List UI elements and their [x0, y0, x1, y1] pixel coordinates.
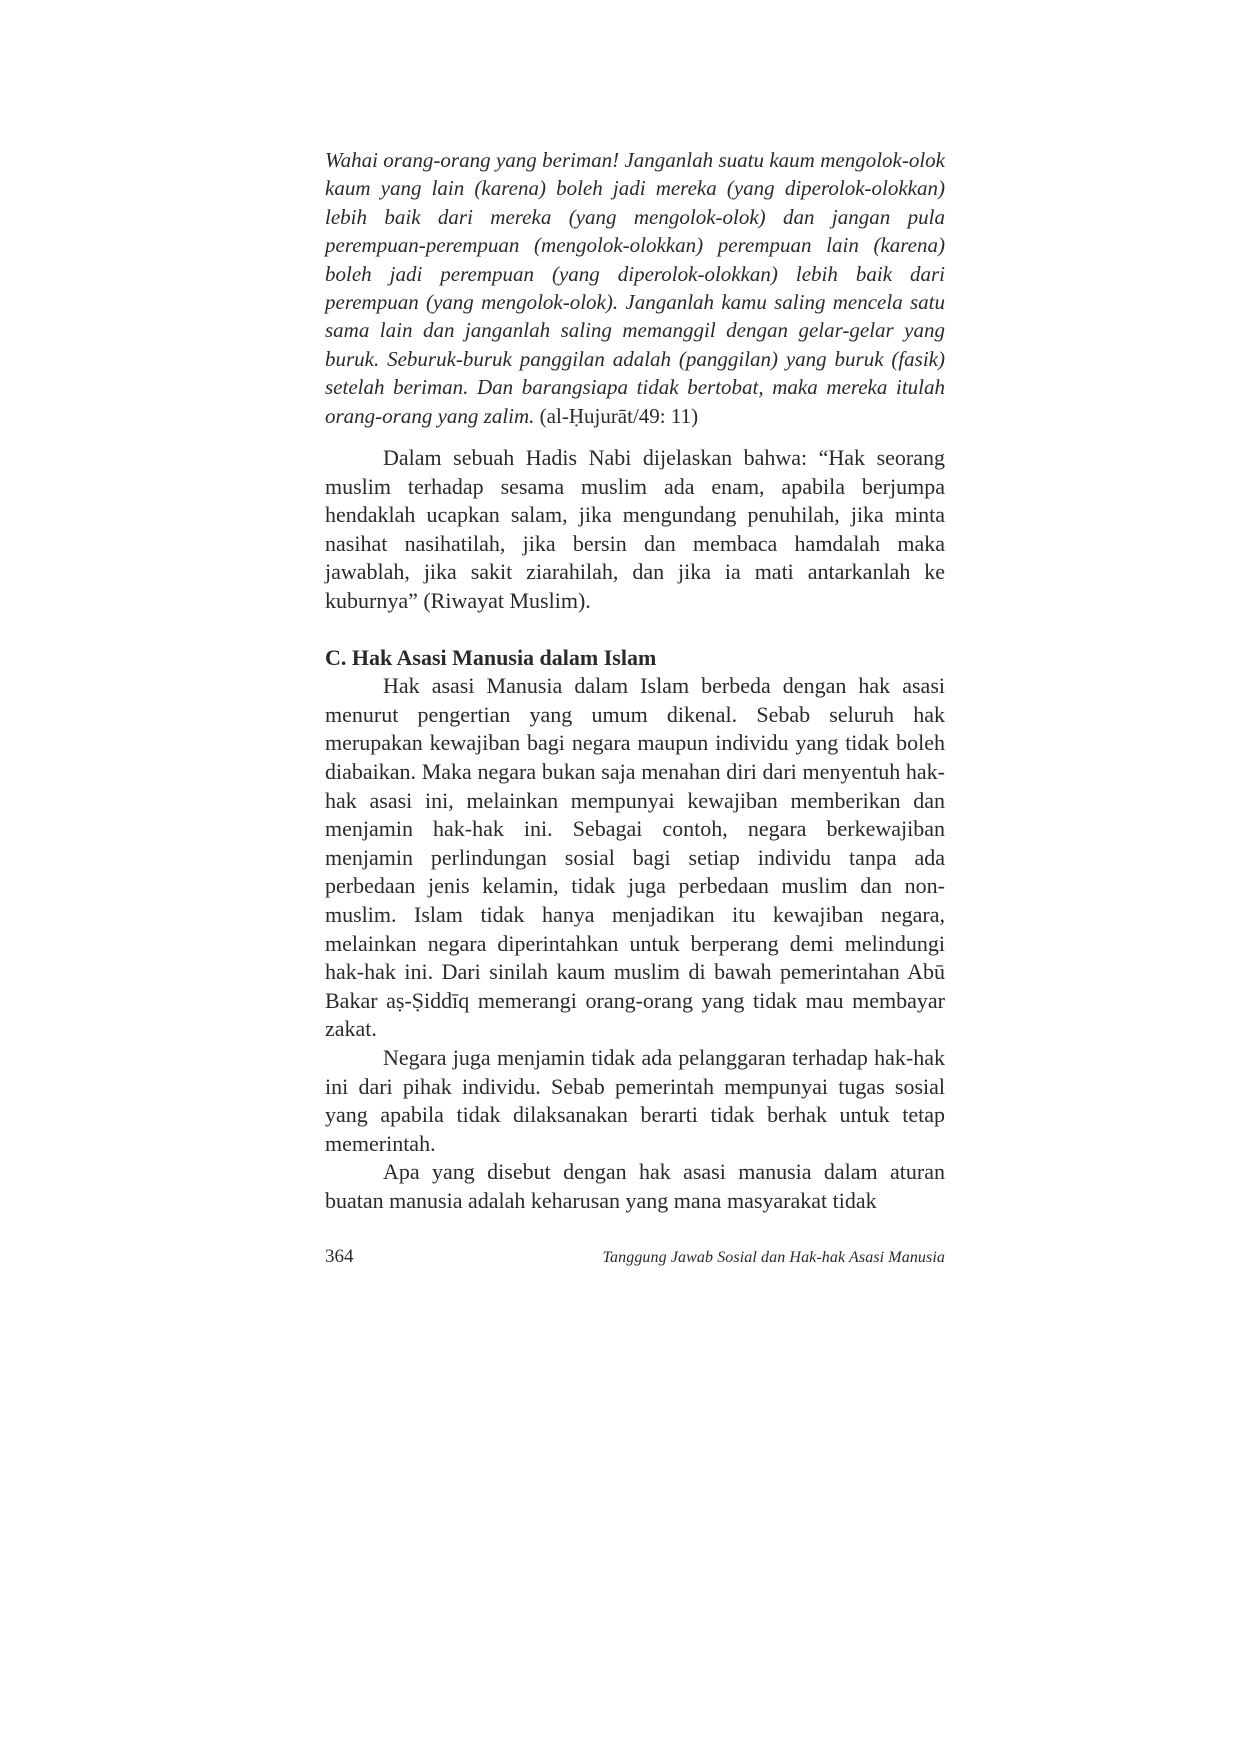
body-paragraph: Hak asasi Manusia dalam Islam berbeda dengan hak asasi menurut pengertian yang umum dikenal. Sebab seluruh hak merupakan kewajiban bagi negara maupun individu yang tidak boleh diabaikan. Maka negara bukan saja menahan diri dari menyentuh hak-hak asasi ini, melainkan mempunyai kewajiban memberikan dan menjamin hak-hak ini. Sebagai contoh, negara berkewajiban menjamin perlindungan sosial bagi setiap individu tanpa ada perbedaan jenis kelamin, tidak juga perbedaan muslim dan non-muslim. Islam tidak hanya menjadikan itu kewajiban negara, melainkan negara diperintahkan untuk berperang demi melindungi hak-hak ini. Dari sinilah kaum muslim di bawah pemerintahan Abū Bakar aṣ-Ṣiddīq memerangi orang-orang yang tidak mau membayar zakat.: [325, 673, 945, 1042]
verse-text: Wahai orang-orang yang beriman! Janganlah suatu kaum mengolok-olok kaum yang lain (karena) boleh jadi mereka (yang diperolok-olokkan) lebih baik dari mereka (yang mengolok-olok) dan jangan pula perempuan-perempuan (mengolok-olokkan) perempuan lain (karena) boleh jadi perempuan (yang diperolok-olokkan) lebih baik dari perempuan (yang mengolok-olok). Janganlah kamu saling mencela satu sama lain dan janganlah saling memanggil dengan gelar-gelar yang buruk. Seburuk-buruk panggilan adalah (panggilan) yang buruk (fasik) setelah beriman. Dan barangsiapa tidak bertobat, maka mereka itulah orang-orang yang zalim.: [325, 148, 945, 428]
page-footer: [325, 1246, 945, 1268]
hadis-paragraph: Dalam sebuah Hadis Nabi dijelaskan bahwa: “Hak seorang muslim terhadap sesama muslim ada enam, apabila berjumpa hendaklah ucapkan salam, jika mengundang penuhilah, jika minta nasihat nasihatilah, jika bersin dan membaca hamdalah maka jawablah, jika sakit ziarahilah, dan jika ia mati antarkanlah ke kuburnya” (Riwayat Muslim).: [325, 445, 945, 614]
running-title: Tanggung Jawab Sosial dan Hak-hak Asasi Manusia: [602, 1249, 945, 1266]
section-heading: C. Hak Asasi Manusia dalam Islam: [325, 644, 657, 670]
body-paragraph: Apa yang disebut dengan hak asasi manusia dalam aturan buatan manusia adalah keharusan yang mana masyarakat tidak: [325, 1159, 945, 1213]
quran-verse: [325, 146, 945, 430]
page-number: 364: [325, 1246, 354, 1267]
page-body: [325, 146, 945, 1216]
body-paragraph: Negara juga menjamin tidak ada pelanggaran terhadap hak-hak ini dari pihak individu. Sebab pemerintah mempunyai tugas sosial yang apabila tidak dilaksanakan berarti tidak berhak untuk tetap memerintah.: [325, 1044, 945, 1156]
verse-reference: (al-Ḥujurāt/49: 11): [539, 403, 699, 428]
